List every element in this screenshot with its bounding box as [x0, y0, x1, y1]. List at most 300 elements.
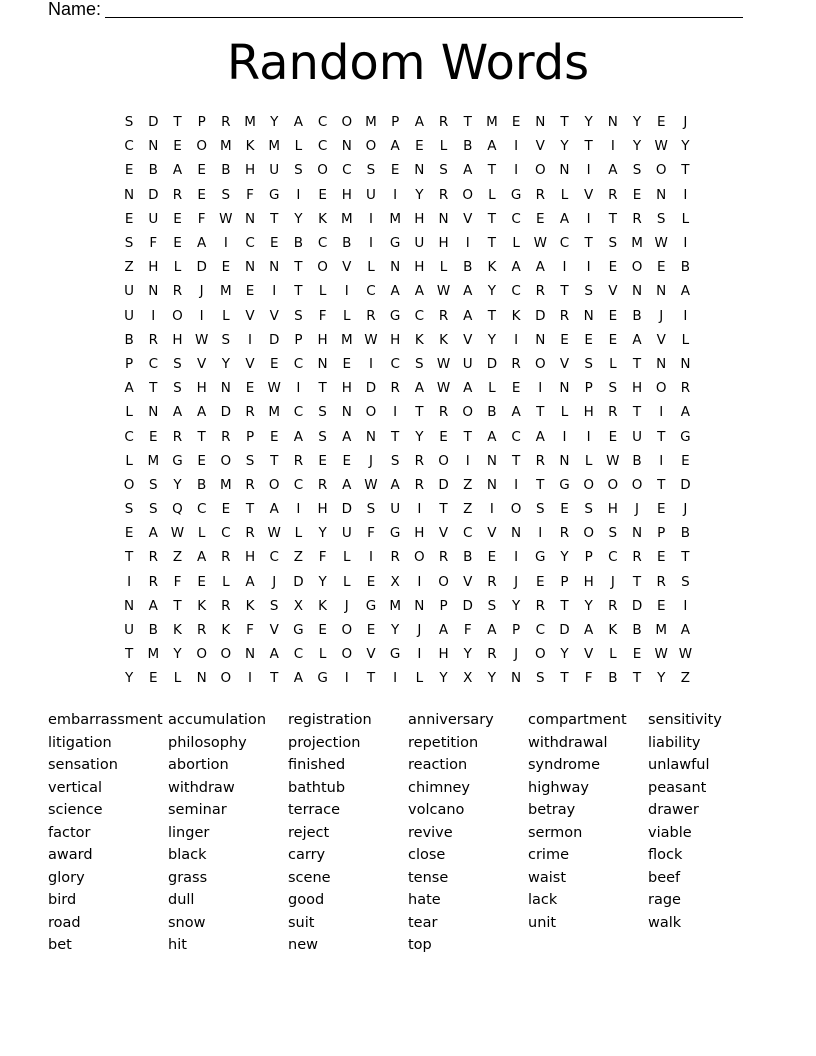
word-item: bathtub — [288, 779, 346, 796]
grid-letter: E — [656, 549, 666, 566]
grid-letter: R — [245, 404, 255, 421]
grid-letter: A — [172, 162, 183, 179]
grid-letter: K — [439, 331, 448, 348]
grid-letter: E — [656, 114, 666, 131]
grid-letter: L — [343, 307, 351, 324]
grid-letter: I — [368, 355, 373, 372]
grid-letter: E — [487, 549, 497, 566]
grid-letter: S — [221, 331, 231, 348]
grid-letter: G — [293, 622, 304, 639]
grid-letter: B — [148, 162, 158, 179]
grid-letter: Q — [172, 501, 183, 518]
grid-letter: M — [655, 622, 668, 639]
grid-letter: C — [366, 283, 376, 300]
grid-letter: O — [534, 646, 546, 663]
grid-letter: N — [511, 525, 522, 542]
grid-letter: O — [317, 162, 328, 179]
grid-letter: A — [487, 622, 497, 639]
grid-letter: N — [244, 646, 256, 663]
word-item: peasant — [648, 779, 707, 796]
grid-letter: N — [583, 307, 594, 324]
grid-letter: N — [341, 404, 352, 421]
grid-letter: N — [220, 380, 231, 397]
grid-letter: V — [245, 355, 255, 372]
grid-letter: G — [317, 670, 328, 687]
grid-letter: T — [536, 476, 545, 493]
grid-letter: L — [609, 646, 617, 663]
grid-letter: C — [148, 355, 158, 372]
grid-letter: M — [389, 210, 401, 227]
grid-letter: L — [560, 186, 569, 203]
grid-letter: J — [659, 307, 664, 324]
grid-letter: T — [584, 138, 593, 155]
word-item: chimney — [408, 779, 471, 796]
grid-letter: O — [341, 622, 353, 639]
grid-letter: H — [414, 259, 425, 276]
grid-letter: X — [293, 597, 304, 614]
grid-letter: G — [389, 646, 401, 663]
grid-letter: E — [632, 646, 642, 663]
grid-letter: K — [245, 597, 255, 614]
grid-letter: F — [246, 622, 254, 639]
grid-letter: M — [220, 138, 232, 155]
grid-letter: C — [221, 525, 231, 542]
grid-letter: C — [293, 404, 304, 421]
word-list — [48, 709, 768, 957]
grid-letter: S — [366, 162, 376, 179]
grid-letter: Y — [318, 573, 327, 590]
grid-letter: W — [654, 138, 668, 155]
grid-letter: O — [462, 404, 474, 421]
grid-letter: Y — [391, 622, 400, 639]
word-item: sermon — [528, 824, 583, 841]
grid-letter: O — [220, 646, 232, 663]
grid-letter: I — [223, 235, 228, 252]
grid-letter: T — [197, 428, 206, 445]
grid-letter: A — [584, 622, 594, 639]
grid-letter: N — [148, 404, 159, 421]
grid-letter: T — [270, 452, 279, 469]
grid-letter: E — [269, 235, 279, 252]
grid-letter: T — [681, 162, 690, 179]
grid-letter: S — [584, 501, 593, 518]
grid-letter: I — [296, 501, 301, 518]
grid-letter: S — [245, 452, 255, 469]
grid-letter: D — [148, 186, 159, 203]
grid-letter: R — [608, 597, 618, 614]
grid-letter: N — [317, 355, 328, 372]
word-item: bet — [48, 937, 72, 953]
grid-letter: K — [318, 210, 328, 227]
grid-letter: E — [608, 428, 618, 445]
word-item: close — [408, 847, 446, 863]
grid-letter: Z — [463, 476, 473, 493]
grid-letter: E — [342, 452, 352, 469]
grid-letter: S — [632, 162, 642, 179]
grid-letter: U — [632, 428, 642, 445]
word-item: projection — [288, 734, 361, 751]
grid-letter: M — [147, 452, 160, 469]
grid-letter: A — [390, 476, 400, 493]
grid-letter: C — [390, 355, 400, 372]
grid-letter: E — [245, 380, 255, 397]
word-item: anniversary — [408, 712, 494, 728]
grid-letter: D — [559, 622, 570, 639]
grid-letter: I — [127, 573, 132, 590]
word-item: compartment — [528, 712, 627, 728]
grid-letter: R — [414, 452, 425, 469]
grid-letter: R — [632, 549, 642, 566]
grid-letter: L — [125, 404, 133, 421]
grid-letter: S — [173, 380, 182, 397]
grid-letter: O — [123, 476, 135, 493]
grid-letter: N — [341, 138, 352, 155]
grid-letter: I — [683, 186, 688, 203]
grid-letter: O — [172, 307, 183, 324]
grid-letter: W — [170, 525, 185, 542]
grid-letter: I — [368, 210, 373, 227]
grid-letter: I — [368, 549, 373, 566]
grid-letter: N — [631, 283, 643, 300]
word-item: seminar — [168, 802, 227, 818]
grid-letter: S — [415, 355, 424, 372]
grid-letter: J — [683, 114, 688, 131]
grid-letter: N — [269, 259, 280, 276]
grid-letter: C — [535, 622, 545, 639]
grid-letter: T — [632, 404, 642, 421]
grid-letter: R — [148, 331, 158, 348]
grid-letter: E — [366, 622, 376, 639]
grid-letter: T — [173, 114, 182, 131]
word-item: embarrassment — [48, 712, 163, 728]
grid-letter: L — [681, 331, 690, 348]
grid-letter: C — [124, 428, 134, 445]
grid-letter: T — [124, 646, 134, 663]
grid-letter: Y — [439, 670, 448, 687]
grid-letter: N — [656, 283, 667, 300]
grid-letter: L — [681, 210, 690, 227]
grid-letter: R — [196, 622, 207, 639]
grid-letter: O — [196, 138, 207, 155]
grid-letter: I — [272, 283, 277, 300]
grid-letter: E — [124, 210, 134, 227]
grid-letter: Z — [293, 549, 304, 566]
grid-letter: R — [172, 283, 183, 300]
grid-letter: S — [608, 525, 618, 542]
grid-letter: W — [654, 646, 668, 663]
grid-letter: E — [511, 114, 521, 131]
grid-letter: A — [463, 307, 473, 324]
grid-letter: R — [148, 549, 158, 566]
grid-letter: E — [124, 525, 134, 542]
grid-letter: N — [535, 331, 546, 348]
grid-letter: C — [293, 646, 304, 663]
grid-letter: H — [317, 331, 328, 348]
grid-letter: T — [536, 404, 545, 421]
grid-letter: C — [463, 525, 473, 542]
grid-letter: I — [344, 670, 349, 687]
grid-letter: S — [294, 307, 303, 324]
word-item: repetition — [408, 734, 479, 751]
grid-letter: T — [149, 380, 158, 397]
word-item: abortion — [168, 757, 229, 773]
grid-letter: I — [538, 525, 543, 542]
grid-letter: P — [245, 428, 255, 445]
grid-letter: L — [173, 259, 182, 276]
grid-letter: R — [535, 186, 545, 203]
grid-letter: I — [465, 235, 470, 252]
grid-letter: E — [536, 210, 545, 227]
grid-letter: C — [317, 138, 328, 155]
grid-letter: T — [487, 235, 497, 252]
grid-letter: R — [438, 186, 449, 203]
grid-letter: O — [583, 476, 594, 493]
grid-letter: F — [246, 186, 254, 203]
grid-letter: W — [606, 452, 620, 469]
word-item: reject — [288, 824, 330, 841]
grid-letter: R — [221, 597, 231, 614]
grid-letter: N — [559, 380, 570, 397]
grid-letter: T — [415, 404, 424, 421]
grid-letter: T — [657, 476, 666, 493]
word-item: beef — [648, 869, 681, 886]
grid-letter: A — [293, 428, 304, 445]
grid-letter: E — [584, 331, 593, 348]
grid-letter: I — [562, 259, 567, 276]
grid-letter: F — [197, 210, 206, 227]
grid-letter: G — [389, 307, 401, 324]
grid-letter: L — [222, 307, 230, 324]
grid-letter: A — [197, 235, 207, 252]
grid-letter: X — [463, 670, 473, 687]
grid-letter: W — [654, 235, 668, 252]
grid-letter: B — [124, 331, 134, 348]
grid-letter: Z — [463, 501, 473, 518]
grid-letter: D — [486, 355, 498, 372]
grid-letter: K — [414, 331, 424, 348]
word-item: top — [408, 937, 432, 953]
grid-letter: A — [559, 210, 570, 227]
grid-letter: N — [414, 162, 425, 179]
grid-letter: T — [124, 549, 134, 566]
grid-letter: R — [438, 404, 449, 421]
grid-letter: R — [148, 573, 158, 590]
grid-letter: Y — [415, 428, 424, 445]
word-item: waist — [528, 869, 567, 886]
grid-letter: E — [149, 670, 158, 687]
grid-letter: S — [148, 476, 158, 493]
grid-letter: M — [220, 283, 232, 300]
grid-letter: R — [438, 114, 449, 131]
grid-letter: E — [245, 283, 255, 300]
grid-letter: B — [463, 259, 473, 276]
grid-letter: A — [511, 404, 521, 421]
grid-letter: S — [318, 404, 327, 421]
grid-letter: N — [196, 670, 207, 687]
grid-letter: S — [681, 573, 690, 590]
grid-letter: Y — [511, 597, 521, 614]
grid-letter: K — [245, 138, 255, 155]
grid-letter: B — [632, 452, 642, 469]
grid-letter: Y — [681, 138, 690, 155]
grid-letter: V — [584, 186, 594, 203]
grid-letter: C — [608, 549, 618, 566]
grid-letter: I — [296, 380, 301, 397]
grid-letter: O — [534, 162, 546, 179]
grid-letter: O — [365, 138, 377, 155]
grid-letter: E — [632, 186, 642, 203]
grid-letter: L — [488, 186, 496, 203]
grid-letter: E — [173, 210, 182, 227]
grid-letter: V — [197, 355, 207, 372]
word-item: drawer — [648, 802, 699, 818]
grid-letter: I — [151, 307, 156, 324]
grid-letter: A — [487, 138, 497, 155]
grid-letter: H — [341, 186, 352, 203]
grid-letter: S — [656, 210, 666, 227]
grid-letter: A — [680, 283, 691, 300]
grid-letter: R — [390, 549, 400, 566]
word-item: suit — [288, 914, 315, 931]
grid-letter: T — [560, 114, 569, 131]
word-item: tear — [408, 914, 438, 931]
word-item: black — [168, 847, 207, 863]
word-item: road — [48, 914, 81, 931]
grid-letter: T — [463, 114, 472, 131]
grid-letter: L — [560, 404, 569, 421]
grid-letter: C — [559, 235, 570, 252]
grid-letter: C — [511, 210, 521, 227]
word-item: linger — [168, 824, 210, 841]
word-item: hate — [408, 892, 441, 908]
grid-letter: R — [632, 210, 642, 227]
grid-letter: H — [438, 235, 449, 252]
grid-letter: S — [269, 597, 279, 614]
grid-letter: I — [393, 670, 398, 687]
grid-letter: H — [341, 380, 352, 397]
grid-letter: I — [514, 476, 519, 493]
grid-letter: H — [244, 162, 256, 179]
grid-letter: L — [343, 573, 351, 590]
grid-letter: E — [656, 259, 666, 276]
grid-letter: F — [318, 549, 327, 566]
grid-letter: E — [197, 162, 206, 179]
grid-letter: L — [197, 525, 206, 542]
name-field — [48, 0, 743, 18]
grid-letter: T — [294, 259, 303, 276]
grid-letter: N — [631, 525, 643, 542]
grid-letter: S — [608, 380, 618, 397]
grid-letter: C — [293, 355, 304, 372]
grid-letter: Y — [487, 670, 497, 687]
grid-letter: L — [318, 646, 327, 663]
grid-letter: E — [269, 428, 279, 445]
grid-letter: P — [439, 597, 448, 614]
grid-letter: T — [632, 573, 642, 590]
grid-letter: S — [535, 670, 545, 687]
grid-letter: S — [124, 114, 134, 131]
grid-letter: Y — [584, 597, 593, 614]
grid-letter: B — [221, 162, 231, 179]
grid-letter: M — [486, 114, 498, 131]
grid-letter: R — [245, 476, 255, 493]
grid-letter: P — [584, 549, 593, 566]
grid-letter: A — [414, 283, 424, 300]
grid-letter: Y — [632, 114, 642, 131]
grid-letter: E — [221, 501, 231, 518]
grid-letter: H — [438, 646, 449, 663]
word-item: snow — [168, 914, 206, 931]
grid-letter: T — [560, 283, 569, 300]
grid-letter: O — [341, 646, 353, 663]
grid-letter: N — [148, 138, 159, 155]
grid-letter: U — [390, 501, 401, 518]
grid-letter: X — [390, 573, 400, 590]
grid-letter: N — [656, 186, 667, 203]
grid-letter: N — [124, 186, 135, 203]
grid-letter: M — [389, 597, 401, 614]
grid-letter: A — [680, 622, 691, 639]
grid-letter: D — [438, 476, 449, 493]
grid-letter: I — [586, 162, 591, 179]
grid-letter: A — [535, 428, 545, 445]
grid-letter: S — [124, 501, 134, 518]
grid-letter: O — [414, 549, 425, 566]
grid-letter: K — [511, 307, 521, 324]
grid-letter: B — [680, 525, 691, 542]
grid-letter: V — [269, 622, 279, 639]
grid-letter: S — [439, 162, 448, 179]
grid-letter: E — [366, 573, 376, 590]
grid-letter: O — [365, 404, 377, 421]
grid-letter: S — [390, 452, 400, 469]
grid-letter: N — [438, 210, 449, 227]
grid-letter: G — [172, 452, 183, 469]
grid-letter: F — [584, 670, 593, 687]
grid-letter: K — [318, 597, 328, 614]
grid-letter: I — [368, 235, 373, 252]
word-item: litigation — [48, 734, 112, 751]
letter-grid — [117, 110, 698, 691]
grid-letter: N — [559, 162, 570, 179]
grid-letter: B — [632, 622, 642, 639]
word-item: hit — [168, 937, 187, 953]
grid-letter: A — [511, 259, 521, 276]
word-item: volcano — [408, 802, 465, 818]
grid-letter: C — [511, 283, 521, 300]
grid-letter: W — [436, 355, 451, 372]
grid-letter: V — [438, 525, 449, 542]
grid-letter: L — [439, 259, 448, 276]
grid-letter: Y — [560, 646, 569, 663]
word-item: carry — [288, 847, 326, 863]
grid-letter: O — [462, 186, 474, 203]
grid-letter: C — [196, 501, 207, 518]
grid-letter: J — [610, 573, 615, 590]
grid-letter: A — [414, 114, 424, 131]
grid-letter: W — [267, 380, 281, 397]
grid-letter: U — [462, 355, 473, 372]
grid-letter: E — [173, 235, 182, 252]
grid-letter: R — [390, 380, 400, 397]
grid-letter: I — [417, 646, 422, 663]
grid-letter: C — [124, 138, 134, 155]
grid-letter: V — [608, 283, 618, 300]
grid-letter: S — [173, 355, 182, 372]
grid-letter: T — [270, 210, 279, 227]
grid-letter: S — [608, 235, 618, 252]
grid-letter: T — [681, 549, 690, 566]
